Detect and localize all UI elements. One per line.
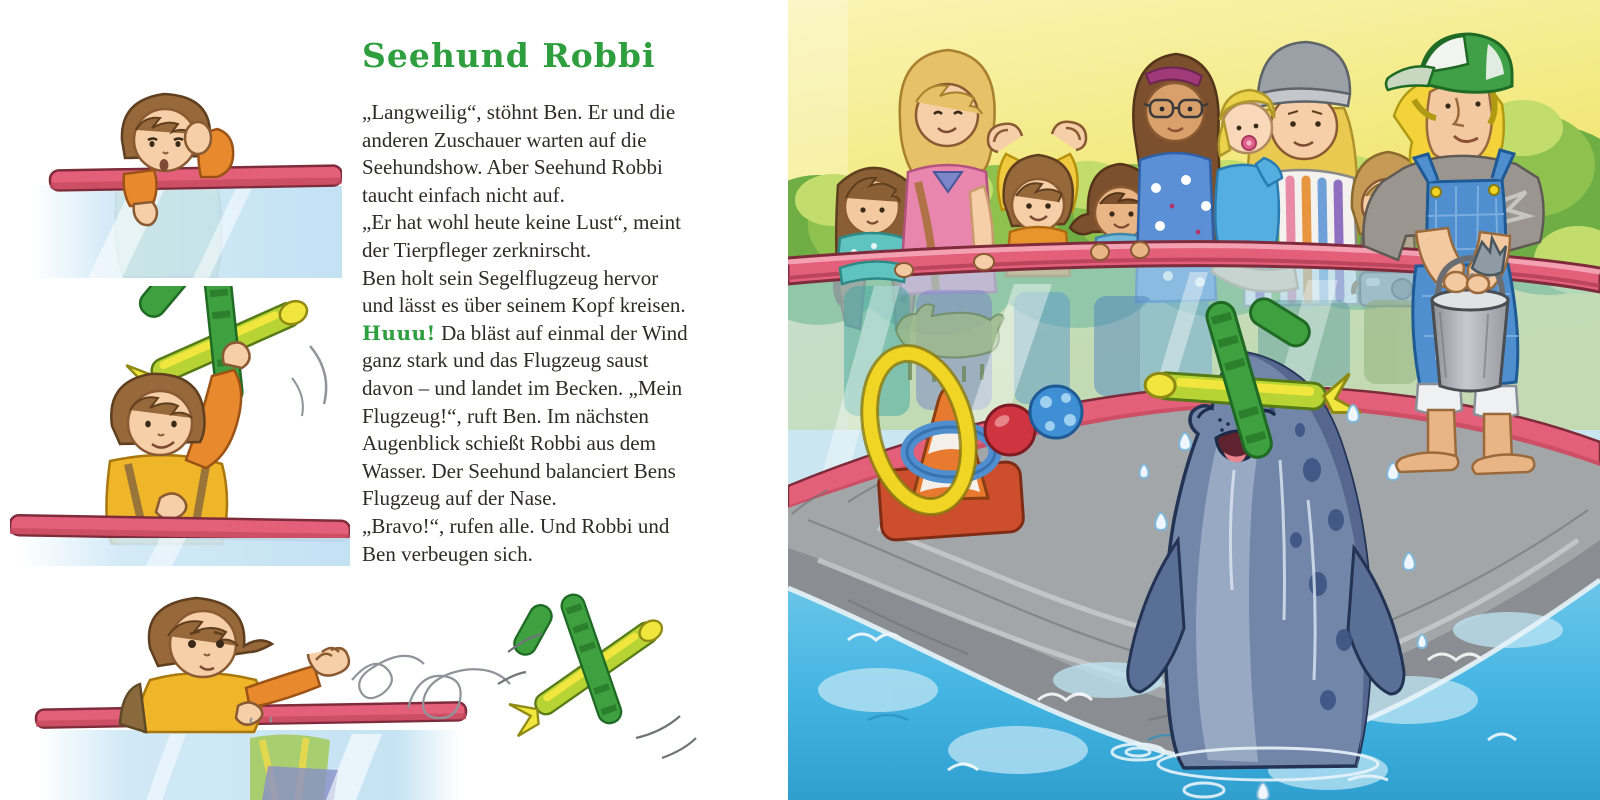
story-line: Wasser. Der Seehund balanciert Bens <box>362 458 676 483</box>
story-line: anderen Zuschauer warten auf die <box>362 127 647 152</box>
story-line: „Bravo!“, rufen alle. Und Robbi und <box>362 513 670 538</box>
story-line: und lässt es über seinem Kopf kreisen. <box>362 293 686 318</box>
story-line: Huuu! Da bläst auf einmal der Wind <box>362 320 688 345</box>
illustration-ben-glider <box>10 286 350 566</box>
story-line: davon – und landet im Becken. „Mein <box>362 375 683 400</box>
left-page <box>0 0 788 800</box>
story-line: taucht einfach nicht auf. <box>362 182 565 207</box>
story-line: Augenblick schießt Robbi aus dem <box>362 431 656 456</box>
story-line: „Langweilig“, stöhnt Ben. Er und die <box>362 100 676 124</box>
toy-glider-flying-icon <box>461 588 694 774</box>
illustration-glider-escapes <box>0 588 710 800</box>
illustration-ben-bored <box>12 82 342 300</box>
story-line: Ben holt sein Segelflugzeug hervor <box>362 265 659 290</box>
pool-railing <box>50 165 342 190</box>
story-line: ganz stark und das Flugzeug saust <box>362 348 649 373</box>
red-ball <box>985 405 1035 455</box>
story-line: Flugzeug!“, ruft Ben. Im nächsten <box>362 403 649 428</box>
glass-barrier <box>32 186 342 278</box>
blue-ball <box>1030 386 1082 438</box>
story-text <box>362 99 762 568</box>
story-column <box>362 36 762 568</box>
story-line: Flugzeug auf der Nase. <box>362 486 557 511</box>
story-line: der Tierpfleger zerknirscht. <box>362 237 592 262</box>
story-line: Seehundshow. Aber Seehund Robbi <box>362 155 663 180</box>
story-line: Ben verbeugen sich. <box>362 541 533 566</box>
huuu-exclamation: Huuu! <box>362 320 436 345</box>
story-title: Seehund Robbi <box>362 36 656 75</box>
right-page-illustration <box>788 0 1600 800</box>
story-line: „Er hat wohl heute keine Lust“, meint <box>362 210 681 235</box>
